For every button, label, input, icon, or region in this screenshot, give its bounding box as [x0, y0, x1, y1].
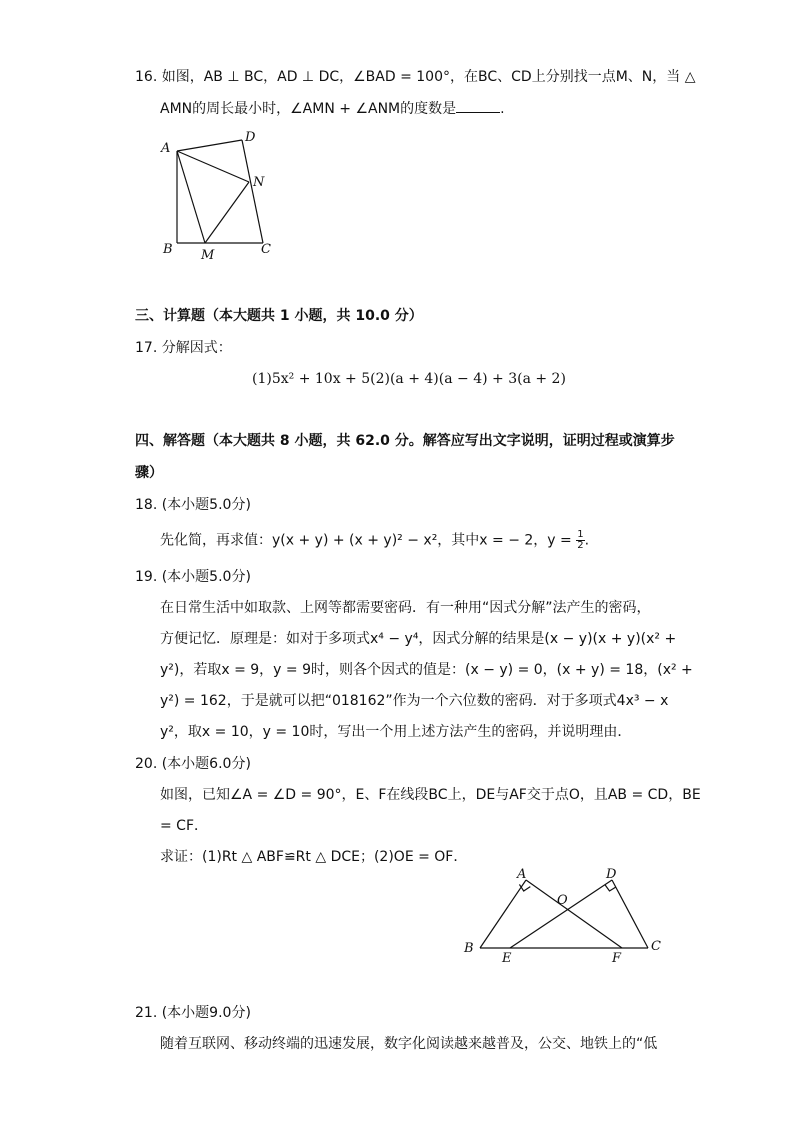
label-f: F — [612, 951, 622, 966]
q18-fraction — [576, 530, 584, 551]
label-d: D — [606, 867, 617, 882]
q19-line: y²) = 162，于是就可以把“018162”作为一个六位数的密码．对于多项式4x³ − x — [160, 693, 669, 709]
q17-line1: 17. 分解因式： — [135, 340, 232, 356]
q16-line1: 16. 如图，AB ⊥ BC，AD ⊥ DC，∠BAD = 100°，在BC、CD上分别找一点M、N，当 △ — [135, 69, 696, 85]
section4-heading-line2: 骤） — [135, 465, 163, 481]
q19-line: 在日常生活中如取款、上网等都需要密码．有一种用“因式分解”法产生的密码， — [160, 600, 651, 616]
q18-body-text: 先化简，再求值：y(x + y) + (x + y)² − x²，其中x = − 2，y = — [160, 532, 577, 549]
q16-line2 — [160, 100, 505, 118]
q20-line2: = CF． — [160, 818, 209, 834]
q20-figure — [460, 866, 670, 966]
label-b: B — [163, 242, 173, 257]
q18-end: . — [584, 532, 590, 549]
right-angle-mark-a — [519, 884, 530, 891]
label-n: N — [253, 175, 265, 190]
q16-line2-text: AMN的周长最小时，∠AMN + ∠ANM的度数是 — [160, 101, 457, 117]
segment-dc — [242, 140, 263, 243]
label-d: D — [245, 130, 256, 145]
segment-an — [177, 151, 249, 182]
segment-af — [526, 880, 622, 948]
section4-heading-line1: 四、解答题（本大题共 8 小题，共 62.0 分。解答应写出文字说明，证明过程或演算步 — [135, 433, 675, 449]
q19-line: 方便记忆．原理是：如对于多项式x⁴ − y⁴，因式分解的结果是(x − y)(x + y)(x² + — [160, 631, 677, 647]
q19-header: 19. (本小题5.0分) — [135, 569, 251, 585]
q17-formula: (1)5x² + 10x + 5(2)(a + 4)(a − 4) + 3(a + 2) — [252, 371, 566, 387]
right-angle-mark-d — [605, 885, 616, 891]
q19-line: y²，取x = 10，y = 10时，写出一个用上述方法产生的密码，并说明理由． — [160, 724, 632, 740]
label-c: C — [261, 242, 271, 257]
q20-header: 20. (本小题6.0分) — [135, 756, 251, 772]
q18-frac-denominator: 2 — [577, 540, 584, 551]
q20-line1: 如图，已知∠A = ∠D = 90°，E、F在线段BC上，DE与AF交于点O，且AB = CD，BE — [160, 787, 701, 803]
segment-dc — [612, 880, 648, 948]
section3-heading: 三、计算题（本大题共 1 小题，共 10.0 分） — [135, 308, 423, 324]
q20-line3: 求证：(1)Rt △ ABF≌Rt △ DCE；(2)OE = OF． — [160, 849, 468, 865]
q16-line2-end: . — [500, 101, 505, 117]
segment-mn — [205, 182, 249, 243]
label-o: O — [557, 893, 568, 908]
q18-header: 18. (本小题5.0分) — [135, 497, 251, 513]
answer-blank — [456, 100, 500, 113]
q21-header: 21. (本小题9.0分) — [135, 1005, 251, 1021]
q18-body — [160, 530, 589, 551]
label-c: C — [651, 939, 661, 954]
q19-line: y²)，若取x = 9，y = 9时，则各个因式的值是：(x − y) = 0，(x + y) = 18，(x² + — [160, 662, 693, 678]
q16-figure — [155, 125, 285, 265]
label-a: A — [161, 141, 171, 156]
q18-frac-numerator: 1 — [577, 529, 584, 540]
q21-line1: 随着互联网、移动终端的迅速发展，数字化阅读越来越普及，公交、地铁上的“低 — [160, 1036, 658, 1052]
label-m: M — [201, 248, 215, 263]
label-a: A — [517, 867, 527, 882]
segment-ad — [177, 140, 242, 151]
segment-ba — [480, 880, 526, 948]
label-b: B — [464, 941, 474, 956]
segment-am — [177, 151, 205, 243]
label-e: E — [502, 951, 512, 966]
